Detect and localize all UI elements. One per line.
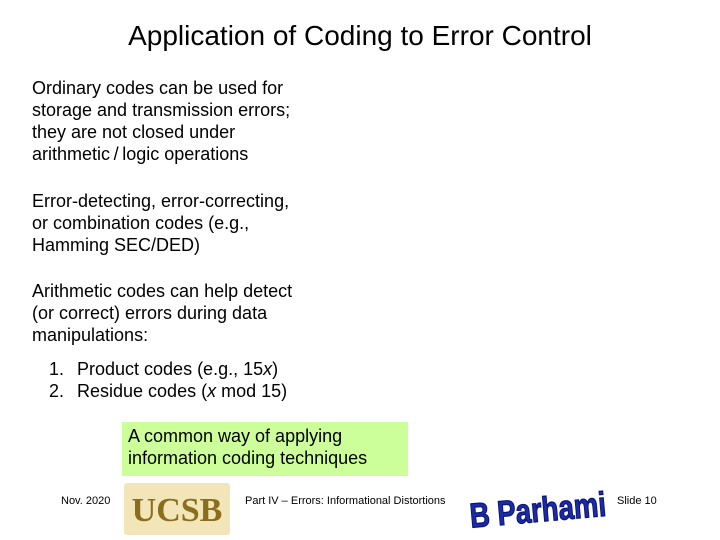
list-text: Product codes (e.g., 15 bbox=[77, 359, 264, 379]
paragraph-line: Ordinary codes can be used for bbox=[32, 78, 284, 98]
list-text: Residue codes ( bbox=[77, 381, 208, 401]
paragraph-line: or combination codes (e.g., bbox=[32, 213, 250, 233]
list-item-residue-codes bbox=[49, 380, 287, 402]
paragraph-line: manipulations: bbox=[32, 325, 149, 345]
list-variable: x bbox=[263, 359, 273, 379]
parhami-logo bbox=[468, 478, 608, 536]
paragraph-line: arithmetic / logic operations bbox=[32, 144, 249, 164]
list-number: 2. bbox=[49, 381, 65, 401]
paragraph-line: Hamming SEC/DED) bbox=[32, 235, 201, 255]
paragraph-error-detecting bbox=[32, 190, 352, 256]
paragraph-line: (or correct) errors during data bbox=[32, 303, 268, 323]
callout-line: A common way of applying bbox=[128, 426, 343, 446]
paragraph-line: Error-detecting, error-correcting, bbox=[32, 191, 290, 211]
list-number: 1. bbox=[49, 359, 65, 379]
paragraph-arithmetic-codes bbox=[32, 280, 352, 346]
list-text: ) bbox=[272, 359, 279, 379]
ucsb-logo bbox=[124, 483, 230, 535]
parhami-logo-text: B Parhami bbox=[468, 484, 608, 536]
slide-title: Application of Coding to Error Control bbox=[128, 20, 592, 51]
footer-date: Nov. 2020 bbox=[61, 495, 111, 507]
paragraph-line: storage and transmission errors; bbox=[32, 100, 291, 120]
footer-part-title: Part IV – Errors: Informational Distortions bbox=[245, 495, 446, 507]
list-item-product-codes bbox=[49, 358, 287, 380]
paragraph-ordinary-codes bbox=[32, 77, 352, 165]
footer-slide-number: Slide 10 bbox=[617, 495, 657, 507]
callout-box bbox=[122, 422, 408, 476]
list-variable: x bbox=[207, 381, 217, 401]
callout-line: information coding techniques bbox=[128, 448, 368, 468]
ucsb-logo-text: UCSB bbox=[131, 492, 223, 529]
list-text: mod 15) bbox=[216, 381, 288, 401]
paragraph-line: Arithmetic codes can help detect bbox=[32, 281, 293, 301]
numbered-list bbox=[49, 358, 287, 402]
paragraph-line: they are not closed under bbox=[32, 122, 236, 142]
